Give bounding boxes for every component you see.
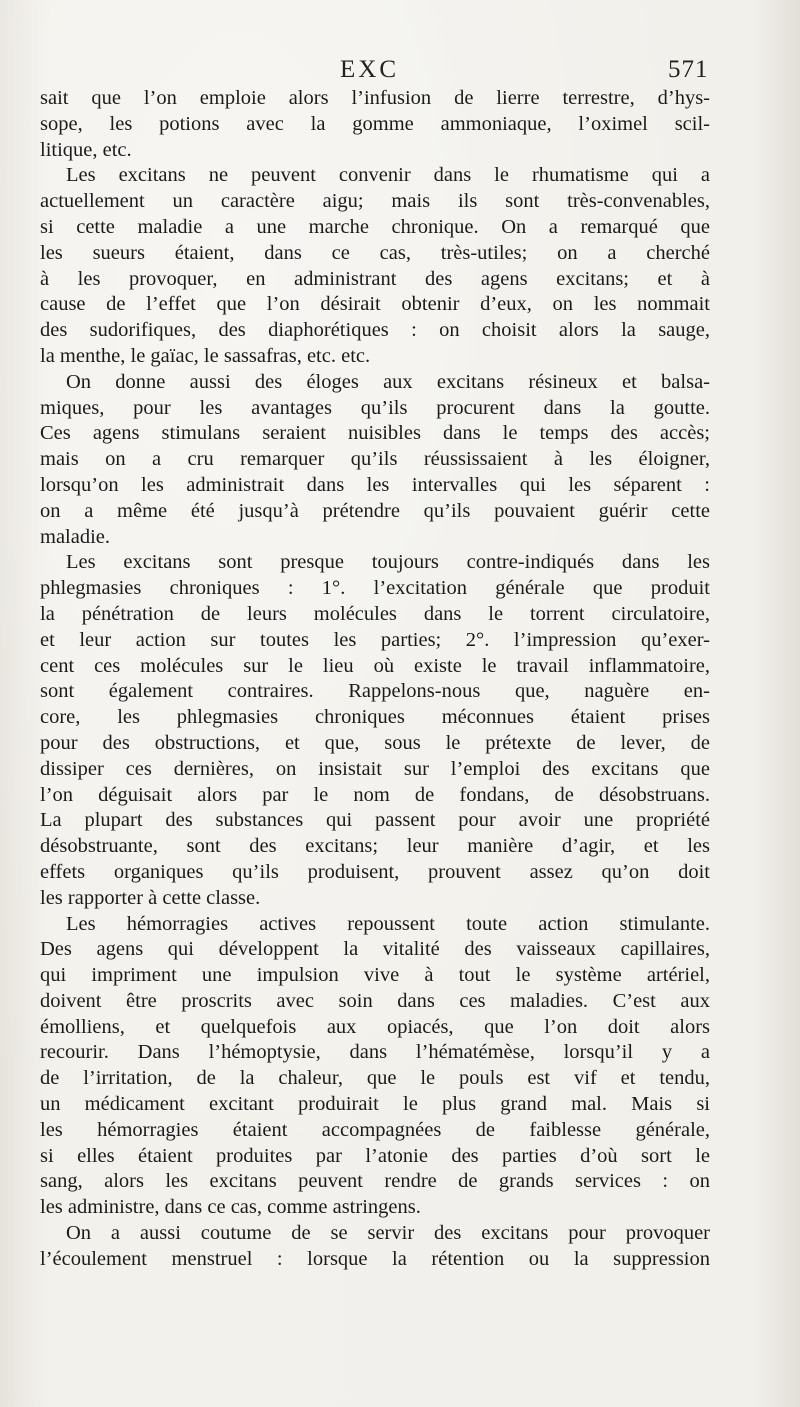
text-line: les administre, dans ce cas, comme astringens. (40, 1196, 421, 1219)
text-line: des sudorifiques, des diaphorétiques : on choisit alors la sauge, (40, 319, 710, 342)
text-line: l’écoulement menstruel : lorsque la rétention ou la suppression (40, 1247, 710, 1270)
text-line: sont également contraires. Rappelons-nous que, naguère en- (40, 680, 710, 703)
text-line: si cette maladie a une marche chronique. On a remarqué que (40, 215, 710, 238)
running-head: EXC (340, 56, 399, 83)
text-line: lorsqu’on les administrait dans les intervalles qui les séparent : (40, 473, 710, 496)
text-line: les sueurs étaient, dans ce cas, très-utiles; on a cherché (40, 241, 710, 264)
text-line: phlegmasies chroniques : 1°. l’excitation générale que produit (40, 577, 710, 600)
page-number: 571 (668, 56, 709, 83)
text-line: Les excitans ne peuvent convenir dans le rhumatisme qui a (66, 164, 710, 187)
text-line: qui impriment une impulsion vive à tout le système artériel, (40, 964, 710, 987)
text-line: émolliens, et quelquefois aux opiacés, que l’on doit alors (40, 1015, 710, 1038)
text-line: de l’irritation, de la chaleur, que le pouls est vif et tendu, (40, 1067, 710, 1090)
text-line: maladie. (40, 525, 111, 548)
text-line: les hémorragies étaient accompagnées de faiblesse générale, (40, 1118, 710, 1141)
text-line: à les provoquer, en administrant des agens excitans; et à (40, 267, 710, 290)
text-line: doivent être proscrits avec soin dans ces maladies. C’est aux (40, 989, 710, 1012)
text-line: sang, alors les excitans peuvent rendre de grands services : on (40, 1170, 710, 1193)
text-line: On donne aussi des éloges aux excitans résineux et balsa- (66, 370, 710, 393)
text-line: un médicament excitant produirait le plus grand mal. Mais si (40, 1093, 710, 1116)
text-line: sope, les potions avec la gomme ammoniaque, l’oximel scil- (40, 112, 710, 135)
text-line: mais on a cru remarquer qu’ils réussissaient à les éloigner, (40, 448, 710, 471)
text-line: pour des obstructions, et que, sous le prétexte de lever, de (40, 731, 710, 754)
text-line: la pénétration de leurs molécules dans le torrent circulatoire, (40, 602, 710, 625)
text-line: effets organiques qu’ils produisent, prouvent assez qu’on doit (40, 860, 710, 883)
text-line: cause de l’effet que l’on désirait obtenir d’eux, on les nommait (40, 293, 710, 316)
text-line: les rapporter à cette classe. (40, 886, 261, 909)
text-line: dissiper ces dernières, on insistait sur l’emploi des excitans que (40, 757, 710, 780)
text-line: miques, pour les avantages qu’ils procurent dans la goutte. (40, 396, 710, 419)
text-line: sait que l’on emploie alors l’infusion de lierre terrestre, d’hys- (40, 87, 710, 109)
text-line: désobstruante, sont des excitans; leur manière d’agir, et les (40, 835, 710, 858)
text-line: Les hémorragies actives repoussent toute action stimulante. (66, 912, 710, 935)
body-text (40, 86, 710, 1273)
page-header (0, 52, 800, 86)
text-line: Les excitans sont presque toujours contre-indiqués dans les (66, 551, 710, 574)
text-line: et leur action sur toutes les parties; 2°. l’impression qu’exer- (40, 628, 710, 651)
text-line: recourir. Dans l’hémoptysie, dans l’hématémèse, lorsqu’il y a (40, 1041, 710, 1064)
text-line: actuellement un caractère aigu; mais ils sont très-convenables, (40, 190, 710, 213)
text-line: La plupart des substances qui passent pour avoir une propriété (40, 809, 710, 832)
text-line: cent ces molécules sur le lieu où existe le travail inflammatoire, (40, 654, 710, 677)
text-line: Ces agens stimulans seraient nuisibles dans le temps des accès; (40, 422, 710, 445)
text-line: litique, etc. (40, 138, 132, 161)
text-line: si elles étaient produites par l’atonie des parties d’où sort le (40, 1144, 710, 1167)
text-line: On a aussi coutume de se servir des excitans pour provoquer (66, 1222, 710, 1245)
text-line: on a même été jusqu’à prétendre qu’ils pouvaient guérir cette (40, 499, 710, 522)
text-line: l’on déguisait alors par le nom de fondans, de désobstruans. (40, 783, 710, 806)
text-line: core, les phlegmasies chroniques méconnues étaient prises (40, 706, 710, 729)
text-line: la menthe, le gaïac, le sassafras, etc. etc. (40, 344, 371, 367)
text-line: Des agens qui développent la vitalité des vaisseaux capillaires, (40, 938, 710, 961)
